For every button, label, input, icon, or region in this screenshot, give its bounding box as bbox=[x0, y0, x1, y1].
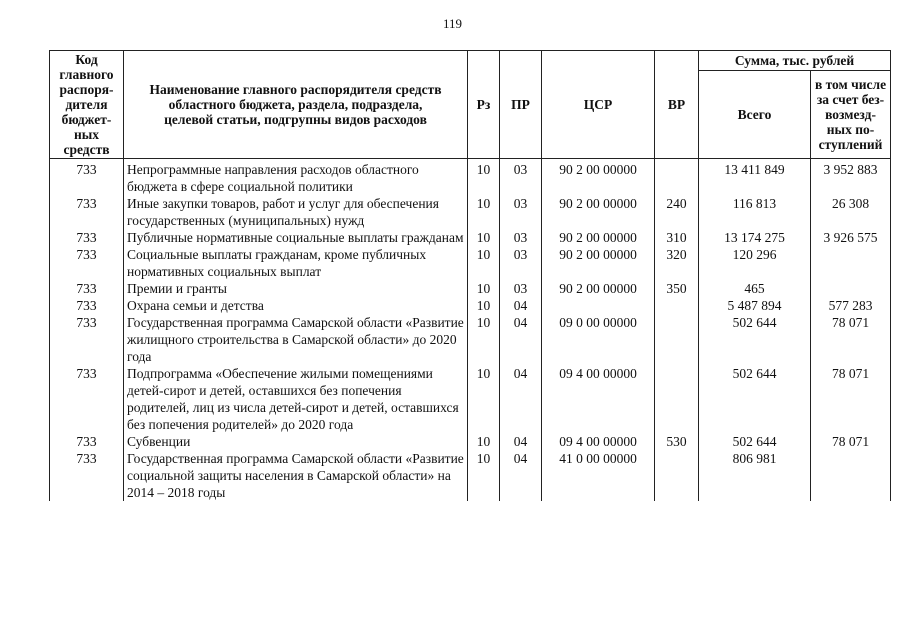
row-incl: 3 952 883 bbox=[811, 159, 891, 196]
row-rz: 10 bbox=[468, 297, 500, 314]
row-total: 502 644 bbox=[699, 433, 811, 450]
table-row bbox=[50, 433, 891, 450]
table-row bbox=[50, 229, 891, 246]
row-code: 733 bbox=[50, 365, 124, 433]
row-pr: 03 bbox=[500, 246, 542, 280]
row-rz: 10 bbox=[468, 246, 500, 280]
page-number: 119 bbox=[442, 16, 463, 31]
table-row bbox=[50, 314, 891, 365]
row-incl: 78 071 bbox=[811, 365, 891, 433]
row-code: 733 bbox=[50, 297, 124, 314]
row-code: 733 bbox=[50, 195, 124, 229]
row-vr bbox=[655, 314, 699, 365]
header-row bbox=[50, 51, 891, 71]
row-incl bbox=[811, 280, 891, 297]
budget-table bbox=[49, 50, 891, 502]
table-row bbox=[50, 365, 891, 433]
row-incl: 78 071 bbox=[811, 433, 891, 450]
row-rz: 10 bbox=[468, 365, 500, 433]
row-total: 502 644 bbox=[699, 314, 811, 365]
row-rz: 10 bbox=[468, 229, 500, 246]
row-csr: 41 0 00 00000 bbox=[542, 450, 655, 502]
row-vr bbox=[655, 159, 699, 196]
row-name: Премии и гранты bbox=[124, 280, 468, 297]
row-pr: 03 bbox=[500, 159, 542, 196]
row-rz: 10 bbox=[468, 450, 500, 502]
row-code: 733 bbox=[50, 280, 124, 297]
table-row bbox=[50, 195, 891, 229]
row-csr: 90 2 00 00000 bbox=[542, 246, 655, 280]
row-total: 13 411 849 bbox=[699, 159, 811, 196]
row-pr: 04 bbox=[500, 450, 542, 502]
header-csr: ЦСР bbox=[542, 51, 655, 159]
row-vr bbox=[655, 365, 699, 433]
table-row bbox=[50, 450, 891, 502]
header-pr: ПР bbox=[500, 51, 542, 159]
row-total: 806 981 bbox=[699, 450, 811, 502]
row-csr: 90 2 00 00000 bbox=[542, 195, 655, 229]
row-code: 733 bbox=[50, 314, 124, 365]
header-sum: Сумма, тыс. рублей bbox=[699, 51, 891, 71]
table-row bbox=[50, 297, 891, 314]
row-pr: 03 bbox=[500, 229, 542, 246]
row-code: 733 bbox=[50, 246, 124, 280]
row-csr: 90 2 00 00000 bbox=[542, 159, 655, 196]
row-incl bbox=[811, 246, 891, 280]
table-row bbox=[50, 246, 891, 280]
row-rz: 10 bbox=[468, 314, 500, 365]
header-name: Наименование главного распорядителя средств областного бюджета, раздела, подраздела, целевой статьи, подгрупны видов расходов bbox=[124, 51, 468, 159]
row-pr: 03 bbox=[500, 280, 542, 297]
row-vr bbox=[655, 450, 699, 502]
row-vr: 310 bbox=[655, 229, 699, 246]
row-name: Субвенции bbox=[124, 433, 468, 450]
header-vr: ВР bbox=[655, 51, 699, 159]
row-pr: 04 bbox=[500, 433, 542, 450]
row-total: 13 174 275 bbox=[699, 229, 811, 246]
row-vr bbox=[655, 297, 699, 314]
row-pr: 04 bbox=[500, 297, 542, 314]
row-csr: 09 4 00 00000 bbox=[542, 433, 655, 450]
row-total: 465 bbox=[699, 280, 811, 297]
row-name: Государственная программа Самарской области «Развитие социальной защиты населения в Самарской области» на 2014 – 2018 годы bbox=[124, 450, 468, 502]
row-csr: 90 2 00 00000 bbox=[542, 280, 655, 297]
row-name: Социальные выплаты гражданам, кроме публичных нормативных социальных выплат bbox=[124, 246, 468, 280]
row-name: Государственная программа Самарской области «Развитие жилищного строительства в Самарской области» до 2020 года bbox=[124, 314, 468, 365]
row-incl: 577 283 bbox=[811, 297, 891, 314]
row-code: 733 bbox=[50, 450, 124, 502]
row-rz: 10 bbox=[468, 159, 500, 196]
row-code: 733 bbox=[50, 159, 124, 196]
row-vr: 350 bbox=[655, 280, 699, 297]
row-rz: 10 bbox=[468, 433, 500, 450]
row-csr: 09 0 00 00000 bbox=[542, 314, 655, 365]
header-total: Всего bbox=[699, 71, 811, 159]
row-name: Охрана семьи и детства bbox=[124, 297, 468, 314]
row-incl: 78 071 bbox=[811, 314, 891, 365]
row-name: Подпрограмма «Обеспечение жилыми помещениями детей-сирот и детей, оставшихся без попечения родителей, лиц из числа детей-сирот и детей, оставшихся без попечения родителей» до 2020 года bbox=[124, 365, 468, 433]
row-total: 116 813 bbox=[699, 195, 811, 229]
row-pr: 03 bbox=[500, 195, 542, 229]
row-incl: 26 308 bbox=[811, 195, 891, 229]
header-rz: Рз bbox=[468, 51, 500, 159]
header-incl: в том числе за счет без- возмезд- ных по- ступлений bbox=[811, 71, 891, 159]
row-total: 120 296 bbox=[699, 246, 811, 280]
row-incl bbox=[811, 450, 891, 502]
table-row bbox=[50, 280, 891, 297]
row-rz: 10 bbox=[468, 195, 500, 229]
row-csr: 90 2 00 00000 bbox=[542, 229, 655, 246]
header-code: Код главного распоря- дителя бюджет- ных средств bbox=[50, 51, 124, 159]
row-name: Непрограммные направления расходов областного бюджета в сфере социальной политики bbox=[124, 159, 468, 196]
row-csr: 09 4 00 00000 bbox=[542, 365, 655, 433]
row-pr: 04 bbox=[500, 314, 542, 365]
row-vr: 240 bbox=[655, 195, 699, 229]
row-total: 5 487 894 bbox=[699, 297, 811, 314]
row-incl: 3 926 575 bbox=[811, 229, 891, 246]
row-name: Публичные нормативные социальные выплаты гражданам bbox=[124, 229, 468, 246]
row-rz: 10 bbox=[468, 280, 500, 297]
row-vr: 320 bbox=[655, 246, 699, 280]
row-total: 502 644 bbox=[699, 365, 811, 433]
table-row bbox=[50, 159, 891, 196]
row-csr bbox=[542, 297, 655, 314]
row-code: 733 bbox=[50, 229, 124, 246]
row-code: 733 bbox=[50, 433, 124, 450]
row-pr: 04 bbox=[500, 365, 542, 433]
row-vr: 530 bbox=[655, 433, 699, 450]
row-name: Иные закупки товаров, работ и услуг для обеспечения государственных (муниципальных) нужд bbox=[124, 195, 468, 229]
